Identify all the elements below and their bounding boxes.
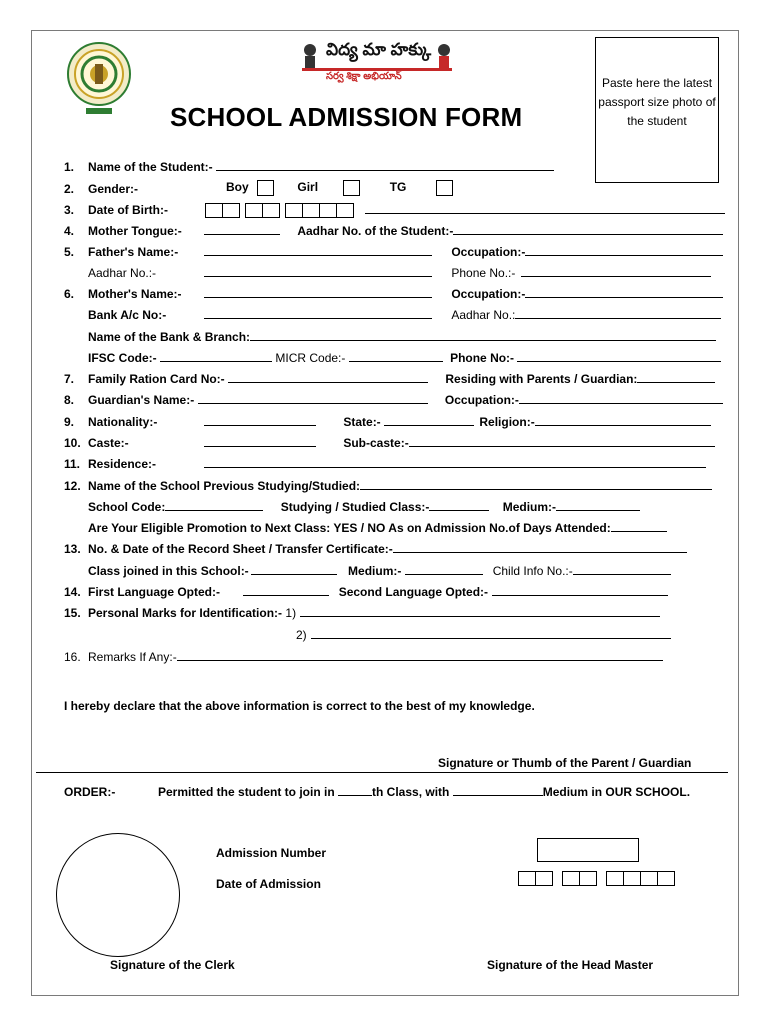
- field-gender: [64, 182, 138, 196]
- nationality-row: [204, 415, 711, 429]
- field-label: No. & Date of the Record Sheet / Transfer Certificate:-: [88, 542, 393, 556]
- field-label: Mother's Name:-: [88, 287, 182, 301]
- field-number: 12.: [64, 479, 81, 493]
- field-residence: [64, 457, 156, 471]
- gender-tg-label: TG: [389, 180, 407, 195]
- record-sheet-input[interactable]: [393, 542, 687, 553]
- dob-words-input[interactable]: [365, 203, 725, 214]
- mother-name-input[interactable]: [204, 287, 432, 298]
- field-number: 6.: [64, 287, 75, 301]
- bank-branch-row: [88, 330, 716, 344]
- admission-number-input[interactable]: [537, 838, 639, 862]
- ifsc-label: IFSC Code:-: [88, 351, 157, 365]
- mother-aadhar-label: Aadhar No.:: [451, 308, 516, 322]
- order-text-3: Medium in OUR SCHOOL.: [542, 785, 691, 799]
- admission-date-boxes[interactable]: [519, 871, 681, 886]
- father-aadhar-input[interactable]: [204, 266, 432, 277]
- mother-phone-input[interactable]: [517, 351, 721, 362]
- sub-caste-input[interactable]: [409, 436, 715, 447]
- student-aadhar-input[interactable]: [453, 224, 723, 235]
- order-text-2: th Class, with: [372, 785, 450, 799]
- days-attended-input[interactable]: [611, 521, 667, 532]
- field-number: 9.: [64, 415, 75, 429]
- bank-account-row: [204, 308, 721, 322]
- section-divider: [36, 772, 728, 773]
- photo-placeholder[interactable]: [595, 37, 719, 183]
- clerk-signature-label: Signature of the Clerk: [110, 958, 235, 972]
- order-text-1: Permitted the student to join in: [158, 785, 335, 799]
- bank-account-input[interactable]: [204, 308, 432, 319]
- guardian-occupation-input[interactable]: [519, 393, 723, 404]
- field-label: Caste:-: [88, 436, 129, 450]
- field-number: 8.: [64, 393, 75, 407]
- nationality-input[interactable]: [204, 415, 316, 426]
- join-class-medium-input[interactable]: [453, 785, 543, 796]
- field-number: 13.: [64, 542, 81, 556]
- guardian-name-input[interactable]: [198, 393, 428, 404]
- residence-row: [204, 457, 706, 471]
- gender-girl-label: Girl: [297, 180, 319, 195]
- gender-options: [226, 180, 453, 196]
- remarks-input[interactable]: [177, 650, 663, 661]
- field-number: 5.: [64, 245, 75, 259]
- field-guardian-name: [64, 393, 723, 407]
- ifsc-input[interactable]: [160, 351, 272, 362]
- state-input[interactable]: [384, 415, 474, 426]
- field-label: Personal Marks for Identification:-: [88, 606, 283, 620]
- field-dob: [64, 203, 168, 217]
- student-aadhar-label: Aadhar No. of the Student:-: [297, 224, 454, 238]
- mother-aadhar-input[interactable]: [515, 308, 721, 319]
- residing-input[interactable]: [637, 372, 715, 383]
- mother-row: [204, 287, 723, 301]
- student-name-input[interactable]: [216, 160, 554, 171]
- mother-phone-label: Phone No:-: [450, 351, 515, 365]
- field-label: Mother Tongue:-: [88, 224, 182, 238]
- previous-medium-label: Medium:-: [502, 500, 557, 514]
- mother-tongue-row: [204, 224, 723, 238]
- field-number: 2.: [64, 182, 75, 196]
- mother-occupation-input[interactable]: [525, 287, 723, 298]
- previous-school-input[interactable]: [360, 479, 712, 490]
- first-language-input[interactable]: [243, 585, 329, 596]
- second-language-input[interactable]: [492, 585, 668, 596]
- bank-branch-label: Name of the Bank & Branch:: [88, 330, 251, 344]
- field-label: Father's Name:-: [88, 245, 179, 259]
- class-joined-label: Class joined in this School:-: [88, 564, 249, 578]
- field-label: Gender:-: [88, 182, 139, 196]
- father-aadhar-label: Aadhar No.:-: [88, 266, 157, 280]
- mark-1-input[interactable]: [300, 606, 660, 617]
- gender-girl-checkbox[interactable]: [343, 180, 360, 196]
- ifsc-row: [88, 351, 721, 365]
- field-number: 1.: [64, 160, 75, 174]
- parent-signature-label: Signature or Thumb of the Parent / Guardian: [438, 756, 692, 770]
- mark-2-input[interactable]: [311, 628, 671, 639]
- bank-account-label: Bank A/c No:-: [88, 308, 167, 322]
- religion-input[interactable]: [535, 415, 711, 426]
- studied-class-input[interactable]: [429, 500, 489, 511]
- father-occupation-input[interactable]: [525, 245, 723, 256]
- field-number: 3.: [64, 203, 75, 217]
- order-row: [158, 785, 690, 799]
- field-label: Date of Birth:-: [88, 203, 168, 217]
- religion-label: Religion:-: [479, 415, 535, 429]
- field-number: 14.: [64, 585, 81, 599]
- gender-boy-checkbox[interactable]: [257, 180, 274, 196]
- field-label: Nationality:-: [88, 415, 158, 429]
- school-code-input[interactable]: [165, 500, 263, 511]
- micr-label: MICR Code:-: [275, 351, 346, 365]
- photo-instructions: Paste here the latest passport size photo of the student: [598, 76, 716, 128]
- child-info-input[interactable]: [573, 564, 671, 575]
- school-code-label: School Code:: [88, 500, 166, 514]
- logo-subtext: సర్వ శిక్షా అభియాన్: [326, 71, 402, 82]
- field-label: Residence:-: [88, 457, 157, 471]
- field-number: 11.: [64, 457, 81, 471]
- caste-input[interactable]: [204, 436, 316, 447]
- field-previous-school: [64, 479, 712, 493]
- field-record-sheet: [64, 542, 687, 556]
- mother-tongue-input[interactable]: [204, 224, 280, 235]
- guardian-occupation-label: Occupation:-: [444, 393, 519, 407]
- father-aadhar-row: [204, 266, 711, 280]
- headmaster-signature-label: Signature of the Head Master: [487, 958, 654, 972]
- admission-number-label: Admission Number: [216, 846, 327, 860]
- join-medium-label: Medium:-: [348, 564, 402, 578]
- mother-occupation-label: Occupation:-: [451, 287, 526, 301]
- residing-label: Residing with Parents / Guardian:: [445, 372, 638, 386]
- field-number: 7.: [64, 372, 75, 386]
- school-seal-circle: [56, 833, 180, 957]
- field-ration-card: [64, 372, 715, 386]
- join-class-input[interactable]: [338, 785, 372, 796]
- field-label: Name of the Student:-: [88, 160, 213, 174]
- previous-medium-input[interactable]: [556, 500, 640, 511]
- residence-input[interactable]: [204, 457, 706, 468]
- bank-branch-input[interactable]: [250, 330, 716, 341]
- order-label: ORDER:-: [64, 785, 116, 799]
- dob-boxes[interactable]: [206, 203, 725, 218]
- mark-2-label: 2): [296, 628, 307, 642]
- field-identification-marks: [64, 606, 660, 620]
- ration-card-input[interactable]: [228, 372, 428, 383]
- state-emblem-logo: [66, 38, 132, 116]
- state-label: State:-: [343, 415, 381, 429]
- school-code-row: [88, 500, 640, 514]
- field-label: Family Ration Card No:-: [88, 372, 225, 386]
- field-father-name: [64, 245, 178, 259]
- field-number: 16.: [64, 650, 81, 664]
- promotion-row: [88, 521, 667, 535]
- father-phone-input[interactable]: [521, 266, 711, 277]
- mark-1-label: 1): [285, 606, 297, 620]
- field-number: 15.: [64, 606, 81, 620]
- caste-row: [204, 436, 715, 450]
- father-phone-label: Phone No.:-: [451, 266, 516, 280]
- field-mother-name: [64, 287, 182, 301]
- field-number: 4.: [64, 224, 75, 238]
- gender-boy-label: Boy: [226, 180, 249, 195]
- class-joined-input[interactable]: [251, 564, 337, 575]
- join-medium-input[interactable]: [405, 564, 483, 575]
- field-nationality: [64, 415, 157, 429]
- field-label: First Language Opted:-: [88, 585, 220, 599]
- field-languages: [64, 585, 668, 599]
- field-number: 10.: [64, 436, 81, 450]
- field-mother-tongue: [64, 224, 182, 238]
- sub-caste-label: Sub-caste:-: [343, 436, 409, 450]
- studied-class-label: Studying / Studied Class:-: [280, 500, 430, 514]
- mark-2-row: [296, 628, 671, 642]
- field-caste: [64, 436, 129, 450]
- father-occupation-label: Occupation:-: [451, 245, 526, 259]
- sarva-shiksha-logo: [296, 38, 458, 96]
- second-language-label: Second Language Opted:-: [338, 585, 489, 599]
- field-label: Remarks If Any:-: [88, 650, 177, 664]
- field-label: Name of the School Previous Studying/Studied:: [88, 479, 361, 493]
- father-row: [204, 245, 723, 259]
- promotion-label: Are Your Eligible Promotion to Next Class: YES / NO As on Admission No.of Days Attended:: [88, 521, 611, 535]
- field-student-name: [64, 160, 554, 174]
- declaration-text: I hereby declare that the above information is correct to the best of my knowledge.: [64, 699, 535, 713]
- child-info-label: Child Info No.:-: [492, 564, 573, 578]
- date-of-admission-label: Date of Admission: [216, 877, 321, 891]
- class-joined-row: [88, 564, 671, 578]
- field-label: Guardian's Name:-: [88, 393, 195, 407]
- field-remarks: [64, 650, 663, 664]
- father-name-input[interactable]: [204, 245, 432, 256]
- page-title: SCHOOL ADMISSION FORM: [170, 102, 523, 132]
- logo-text: విద్య మా హక్కు: [326, 40, 432, 59]
- gender-tg-checkbox[interactable]: [436, 180, 453, 196]
- micr-input[interactable]: [349, 351, 443, 362]
